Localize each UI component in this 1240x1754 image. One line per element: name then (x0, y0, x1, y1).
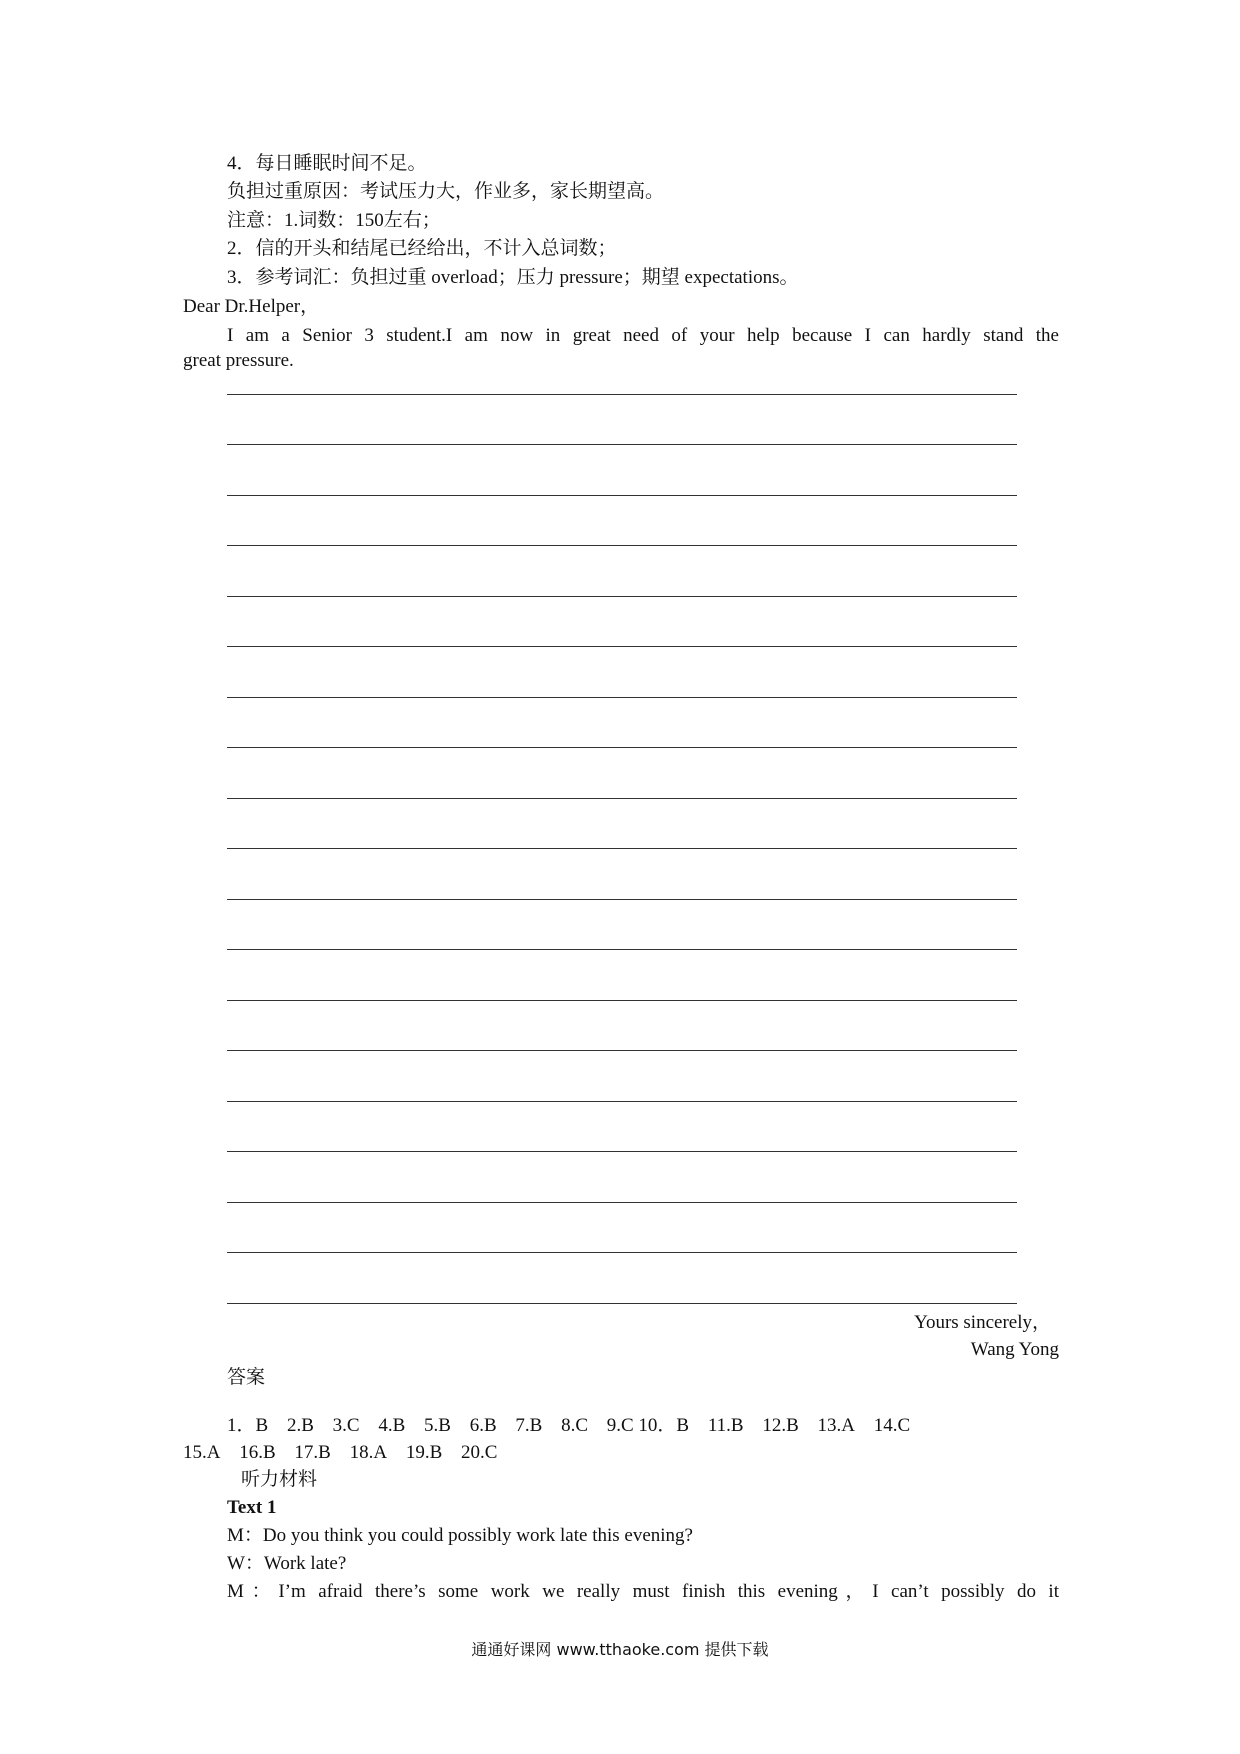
writing-line (227, 1151, 1017, 1152)
instruction-note-2: 2．信的开头和结尾已经给出，不计入总词数； (227, 238, 617, 259)
answer-item: 9.C 10．B (606, 1415, 690, 1436)
writing-line (227, 444, 1017, 445)
answer-item: 6.B (469, 1415, 497, 1436)
dialogue-line: M：I’m afraid there’s some work we really must finish this evening，I can’t possibly do it (227, 1581, 1059, 1602)
page-footer: 通通好课网 www.tthaoke.com 提供下载 (471, 1640, 769, 1659)
writing-line (227, 1303, 1017, 1304)
writing-line (227, 1202, 1017, 1203)
answer-item: 3.C (332, 1415, 360, 1436)
answers-row-2 (183, 1441, 511, 1465)
answer-item: 17.B (294, 1442, 331, 1463)
answers-row-1 (227, 1414, 924, 1438)
letter-closing: Yours sincerely， (914, 1312, 1051, 1333)
answer-item: 14.C (873, 1415, 911, 1436)
writing-line (227, 1252, 1017, 1253)
writing-line (227, 545, 1017, 546)
instruction-cause: 负担过重原因：考试压力大，作业多，家长期望高。 (227, 181, 665, 202)
answer-item: 2.B (286, 1415, 314, 1436)
dialogue-line: M：Do you think you could possibly work late this evening? (227, 1525, 693, 1546)
writing-line (227, 798, 1017, 799)
listening-text-label: Text 1 (227, 1497, 277, 1518)
writing-line (227, 1050, 1017, 1051)
answer-item: 8.C (561, 1415, 588, 1436)
letter-opening-line-1: I am a Senior 3 student.I am now in great need of your help because I can hardly stand the (227, 325, 1059, 346)
answers-heading: 答案 (227, 1367, 266, 1388)
writing-line (227, 1000, 1017, 1001)
writing-line (227, 697, 1017, 698)
answer-item: 11.B (707, 1415, 744, 1436)
answer-item: 15.A (183, 1442, 221, 1463)
writing-line (227, 747, 1017, 748)
answer-item: 16.B (239, 1442, 276, 1463)
letter-signature: Wang Yong (970, 1339, 1059, 1360)
answer-item: 7.B (515, 1415, 543, 1436)
answer-item: 4.B (378, 1415, 406, 1436)
dialogue-line: W：Work late? (227, 1553, 347, 1574)
answer-item: 20.C (461, 1442, 498, 1463)
writing-line (227, 848, 1017, 849)
answer-item: 1．B (227, 1415, 269, 1436)
writing-line (227, 899, 1017, 900)
answer-item: 5.B (424, 1415, 451, 1436)
writing-line (227, 1101, 1017, 1102)
answer-item: 12.B (762, 1415, 799, 1436)
instruction-item-4: 4．每日睡眠时间不足。 (227, 153, 427, 174)
letter-greeting: Dear Dr.Helper， (183, 296, 320, 317)
writing-line (227, 394, 1017, 395)
answer-item: 19.B (405, 1442, 443, 1463)
writing-line (227, 646, 1017, 647)
writing-line (227, 495, 1017, 496)
writing-line (227, 949, 1017, 950)
letter-opening-line-2: great pressure. (183, 350, 294, 371)
answer-item: 18.A (349, 1442, 388, 1463)
answer-item: 13.A (817, 1415, 855, 1436)
listening-heading: 听力材料 (241, 1469, 318, 1490)
writing-line (227, 596, 1017, 597)
instruction-note-3: 3．参考词汇：负担过重 overload；压力 pressure；期望 expectations。 (227, 267, 799, 288)
instruction-note-1: 注意：1.词数：150左右； (227, 210, 441, 231)
